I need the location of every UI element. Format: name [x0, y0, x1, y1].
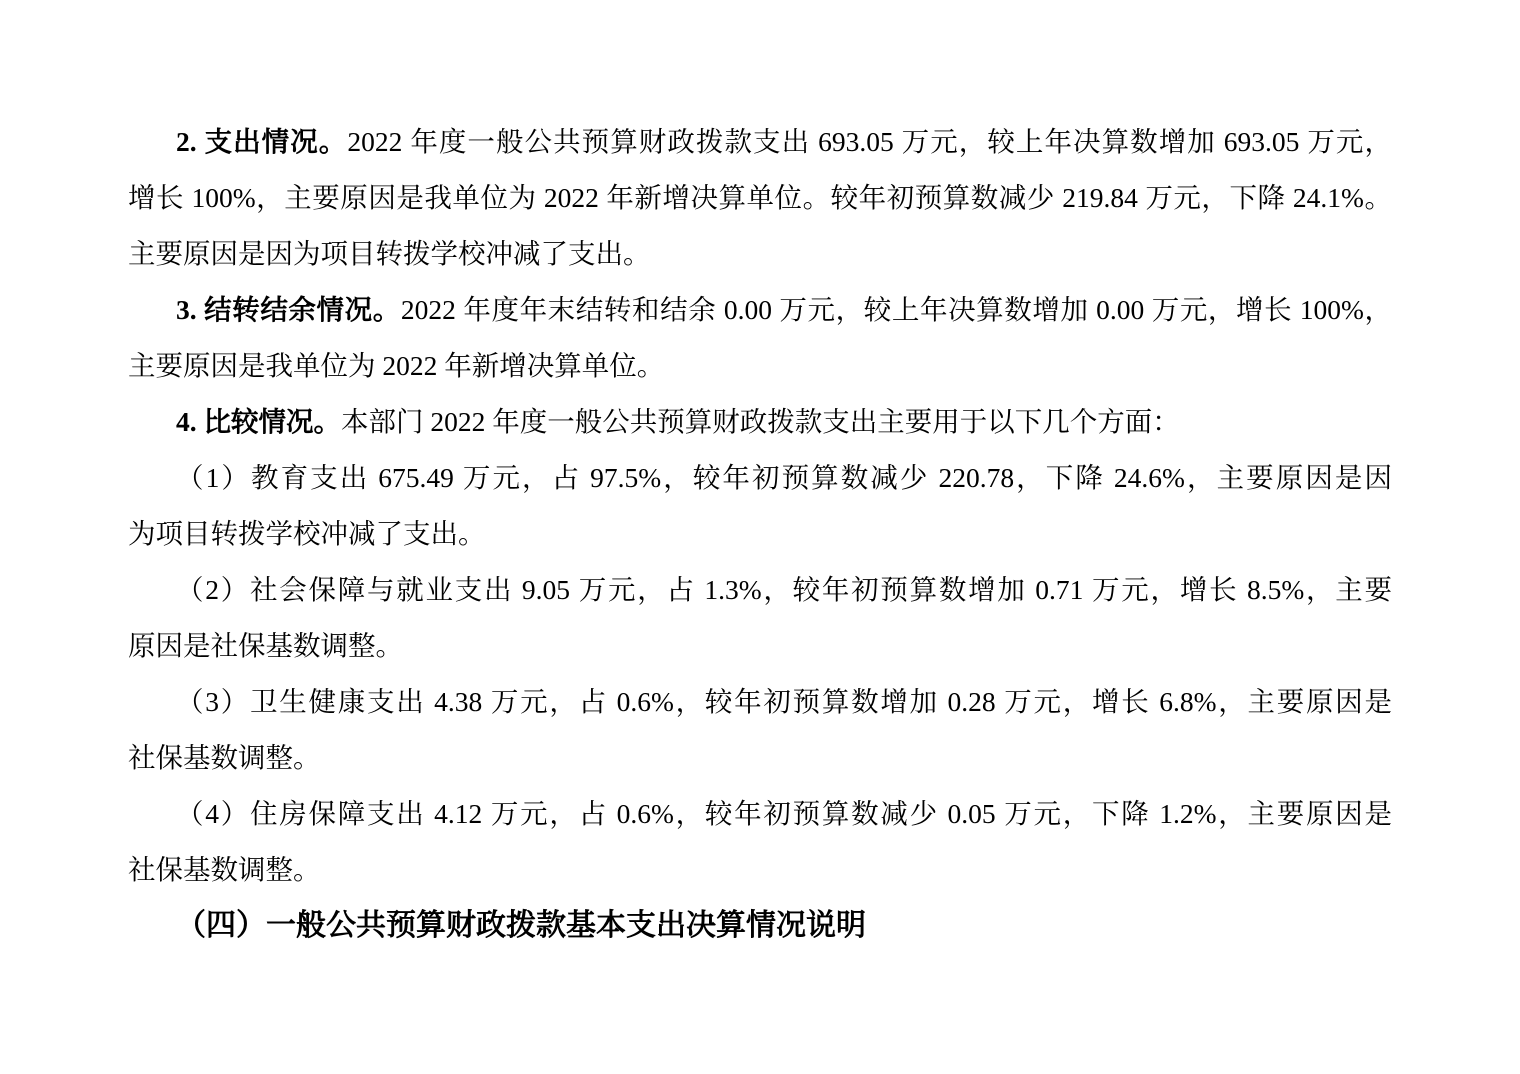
line-bold-text: 4. 比较情况。	[176, 406, 341, 437]
line-text: （3）卫生健康支出 4.38 万元，占 0.6%，较年初预算数增加 0.28 万元，增长 6.8%，主要原因是	[176, 686, 1392, 717]
text-line	[128, 618, 1392, 674]
line-text: 原因是社保基数调整。	[128, 630, 403, 661]
text-line	[128, 674, 1392, 730]
text-line	[128, 730, 1392, 786]
line-text: 增长 100%，主要原因是我单位为 2022 年新增决算单位。较年初预算数减少 219.84 万元，下降 24.1%。	[128, 182, 1392, 213]
line-text: 为项目转拨学校冲减了支出。	[128, 518, 486, 549]
line-bold-text: 2. 支出情况。	[176, 126, 348, 157]
text-line	[128, 114, 1392, 170]
text-line	[128, 226, 1392, 282]
text-line	[128, 506, 1392, 562]
text-line	[128, 562, 1392, 618]
section-heading-text: （四）一般公共预算财政拨款基本支出决算情况说明	[176, 909, 866, 942]
line-text: 社保基数调整。	[128, 742, 321, 773]
line-text: 主要原因是因为项目转拨学校冲减了支出。	[128, 238, 651, 269]
line-text: 2022 年度一般公共预算财政拨款支出 693.05 万元，较上年决算数增加 693.05 万元，	[347, 126, 1392, 157]
text-line	[128, 338, 1392, 394]
line-text: （1）教育支出 675.49 万元，占 97.5%，较年初预算数减少 220.78，下降 24.6%，主要原因是因	[176, 462, 1392, 493]
section-heading	[128, 898, 1392, 954]
line-text: 社保基数调整。	[128, 854, 321, 885]
text-line	[128, 786, 1392, 842]
text-line	[128, 842, 1392, 898]
line-text: 主要原因是我单位为 2022 年新增决算单位。	[128, 350, 665, 381]
line-bold-text: 3. 结转结余情况。	[176, 294, 401, 325]
line-text: （2）社会保障与就业支出 9.05 万元，占 1.3%，较年初预算数增加 0.71 万元，增长 8.5%，主要	[176, 574, 1392, 605]
text-line	[128, 450, 1392, 506]
line-text: 本部门 2022 年度一般公共预算财政拨款支出主要用于以下几个方面：	[341, 406, 1180, 437]
text-line	[128, 282, 1392, 338]
text-line	[128, 170, 1392, 226]
line-text: （4）住房保障支出 4.12 万元，占 0.6%，较年初预算数减少 0.05 万元，下降 1.2%，主要原因是	[176, 798, 1392, 829]
line-text: 2022 年度年末结转和结余 0.00 万元，较上年决算数增加 0.00 万元，增长 100%，	[400, 294, 1393, 325]
text-line	[128, 394, 1392, 450]
